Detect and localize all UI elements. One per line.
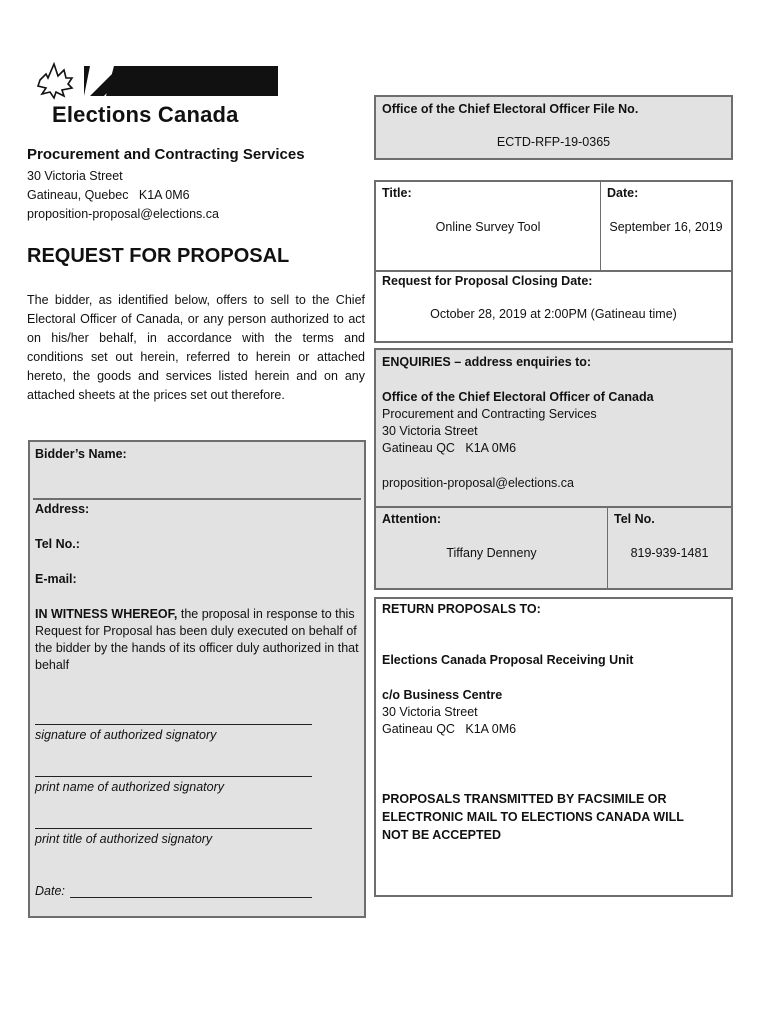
- bidder-box: [28, 440, 366, 918]
- title-label: Title:: [382, 186, 412, 200]
- page-title: REQUEST FOR PROPOSAL: [27, 245, 290, 267]
- witness-body: the proposal in response to this Request for Proposal has been duly executed on behalf of the bidder by the hands of its officer duly authorized in that behalf: [35, 607, 359, 672]
- attention-value: Tiffany Denneny: [446, 546, 537, 560]
- logo-wordmark: Elections Canada: [52, 102, 239, 127]
- tel-label: Tel No.: [614, 512, 655, 526]
- date-field-label: Date:: [35, 884, 65, 898]
- bidder-email-label: E-mail:: [35, 572, 77, 586]
- print-title-line[interactable]: [35, 828, 312, 829]
- enquiries-email[interactable]: proposition-proposal@elections.ca: [382, 476, 574, 490]
- org-address-1: 30 Victoria Street: [27, 169, 123, 183]
- return-line-1: 30 Victoria Street: [382, 705, 478, 719]
- file-number-value: ECTD-RFP-19-0365: [496, 135, 611, 149]
- closing-date-label: Request for Proposal Closing Date:: [382, 274, 593, 288]
- return-line-2: Gatineau QC K1A 0M6: [382, 722, 517, 736]
- org-address-2: Gatineau, Quebec K1A 0M6: [27, 188, 190, 202]
- print-name-caption: print name of authorized signatory: [35, 780, 224, 794]
- attention-label: Attention:: [382, 512, 442, 526]
- file-number-label: Office of the Chief Electoral Officer File No.: [382, 102, 639, 116]
- return-proposals-box: [374, 597, 733, 897]
- return-care-of: c/o Business Centre: [382, 688, 503, 702]
- file-number-box: [374, 95, 733, 160]
- bidder-address-label: Address:: [35, 502, 90, 516]
- print-title-caption: print title of authorized signatory: [35, 832, 213, 846]
- signature-line[interactable]: [35, 724, 312, 725]
- date-label: Date:: [607, 186, 639, 200]
- signature-caption: signature of authorized signatory: [35, 728, 217, 742]
- print-name-line[interactable]: [35, 776, 312, 777]
- bidder-tel-label: Tel No.:: [35, 537, 80, 551]
- intro-paragraph: The bidder, as identified below, offers to sell to the Chief Electoral Officer of Canada, or any person authorized to act on his/her behalf, in accordance with the terms and conditions set out herein, referred to herein or attached hereto, the goods and services listed herein and on any attached sheets at the prices set out therefore.: [27, 293, 365, 402]
- enquiries-line-3: Gatineau QC K1A 0M6: [382, 441, 517, 455]
- title-date-box: [374, 180, 733, 343]
- witness-text: [35, 606, 363, 674]
- title-value: Online Survey Tool: [435, 220, 541, 234]
- return-notice: PROPOSALS TRANSMITTED BY FACSIMILE OR ELECTRONIC MAIL TO ELECTIONS CANADA WILL NOT BE ACCEPTED: [382, 792, 684, 842]
- enquiries-line-1: Procurement and Contracting Services: [382, 407, 597, 421]
- enquiries-line-2: 30 Victoria Street: [382, 424, 478, 438]
- closing-date-value: October 28, 2019 at 2:00PM (Gatineau time): [430, 307, 677, 321]
- return-label: RETURN PROPOSALS TO:: [382, 602, 541, 616]
- date-value: September 16, 2019: [609, 220, 723, 234]
- enquiries-org: Office of the Chief Electoral Officer of Canada: [382, 390, 654, 404]
- tel-value: 819-939-1481: [630, 546, 709, 560]
- elections-canada-logo: [34, 58, 280, 128]
- org-email: proposition-proposal@elections.ca: [27, 207, 219, 221]
- org-name: Procurement and Contracting Services: [27, 146, 305, 163]
- bidder-name-label: Bidder’s Name:: [35, 447, 127, 461]
- enquiries-box: [374, 348, 733, 590]
- return-unit: Elections Canada Proposal Receiving Unit: [382, 653, 634, 667]
- bidder-name-input[interactable]: [30, 464, 364, 498]
- witness-bold: IN WITNESS WHEREOF,: [35, 607, 178, 621]
- enquiries-label: ENQUIRIES – address enquiries to:: [382, 355, 592, 369]
- date-field-line[interactable]: [70, 897, 312, 898]
